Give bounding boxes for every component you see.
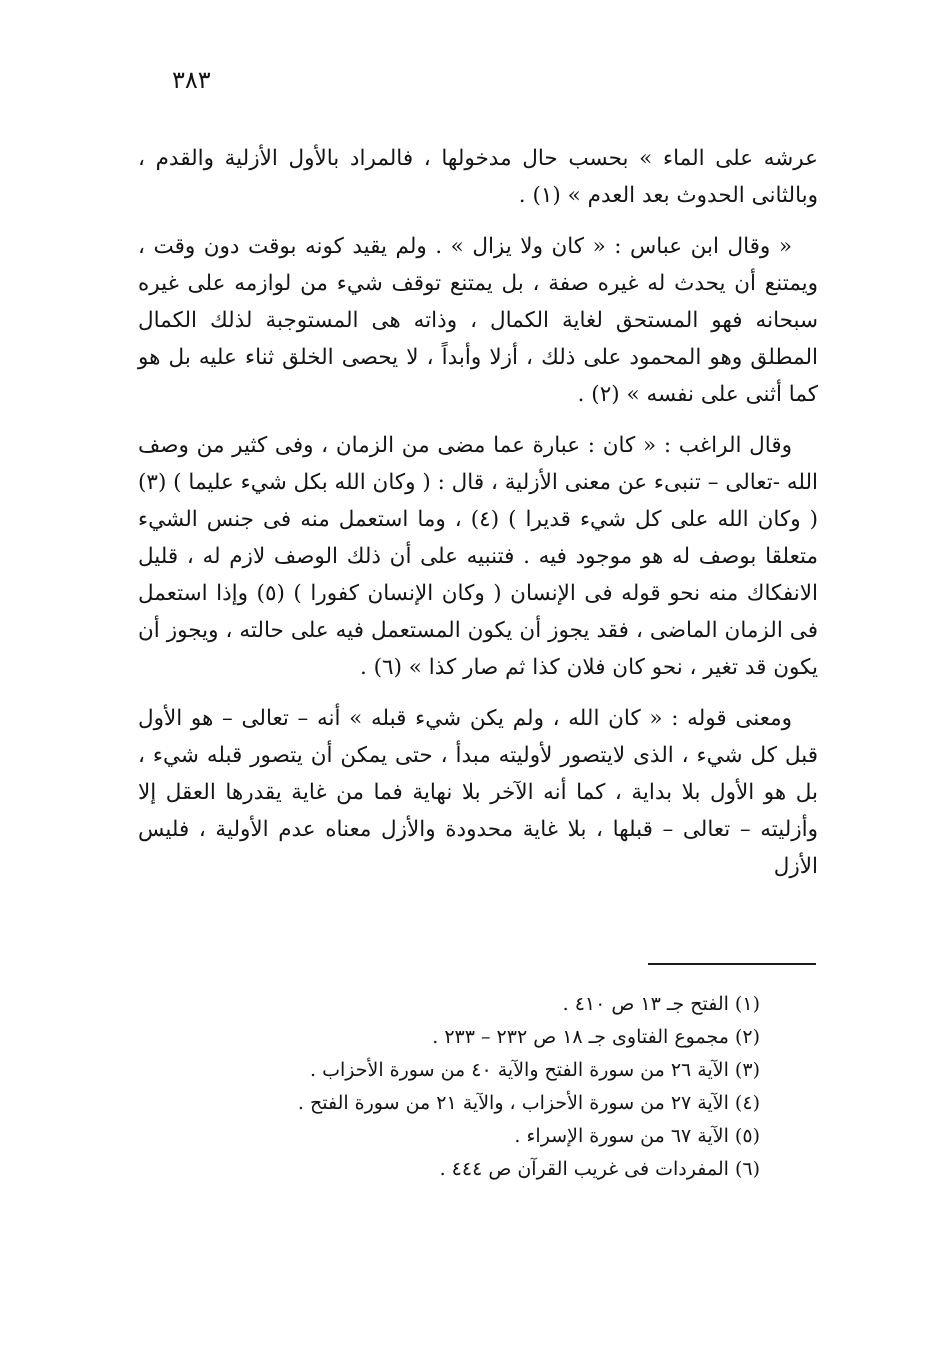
page-number: ٣٨٣ [172,66,211,94]
body-text [138,140,818,899]
footnotes [180,988,760,1186]
footnote-5: (٥) الآية ٦٧ من سورة الإسراء . [514,1125,760,1147]
footnote-4: (٤) الآية ٢٧ من سورة الأحزاب ، والآية ٢١ من سورة الفتح . [297,1092,760,1114]
footnote-3: (٣) الآية ٢٦ من سورة الفتح والآية ٤٠ من سورة الأحزاب . [310,1059,760,1081]
paragraph-1: عرشه على الماء » بحسب حال مدخولها ، فالمراد بالأول الأزلية والقدم ، وبالثانى الحدوث بعد العدم » (١) . [138,146,818,208]
footnote-6: (٦) المفردات فى غريب القرآن ص ٤٤٤ . [439,1158,760,1180]
paragraph-4: ومعنى قوله : « كان الله ، ولم يكن شيء قبله » أنه – تعالى – هو الأول قبل كل شيء ، الذى لايتصور لأوليته مبدأ ، حتى يمكن أن يتصور قبله شيء ، بل هو الأول بلا بداية ، كما أنه الآخر بلا نهاية فما من غاية يقدرها العقل إلا وأزليته – تعالى – قبلها ، بلا غاية محدودة والأزل معناه عدم الأولية ، فليس الأزل [138,706,818,879]
footnote-divider [648,963,816,965]
paragraph-2: « وقال ابن عباس : « كان ولا يزال » . ولم يقيد كونه بوقت دون وقت ، ويمتنع أن يحدث له غيره صفة ، بل يمتنع توقف شيء من لوازمه على غيره سبحانه فهو المستحق لغاية الكمال ، وذاته هى المستوجبة لذلك الكمال المطلق وهو المحمود على ذلك ، أزلا وأبداً ، لا يحصى الخلق ثناء عليه بل هو كما أثنى على نفسه » (٢) . [138,234,818,407]
footnote-1: (١) الفتح جـ ١٣ ص ٤١٠ . [562,993,760,1015]
paragraph-3: وقال الراغب : « كان : عبارة عما مضى من الزمان ، وفى كثير من وصف الله -تعالى – تنبىء عن معنى الأزلية ، قال : ( وكان الله بكل شيء عليما ) (٣) ( وكان الله على كل شيء قديرا ) (٤) ، وما استعمل منه فى جنس الشيء متعلقا بوصف له هو موجود فيه . فتنبيه على أن ذلك الوصف لازم له ، قليل الانفكاك منه نحو قوله فى الإنسان ( وكان الإنسان كفورا ) (٥) وإذا استعمل فى الزمان الماضى ، فقد يجوز أن يكون المستعمل فيه على حالته ، ويجوز أن يكون قد تغير ، نحو كان فلان كذا ثم صار كذا » (٦) . [138,433,819,680]
footnote-2: (٢) مجموع الفتاوى جـ ١٨ ص ٢٣٢ – ٢٣٣ . [432,1026,760,1048]
